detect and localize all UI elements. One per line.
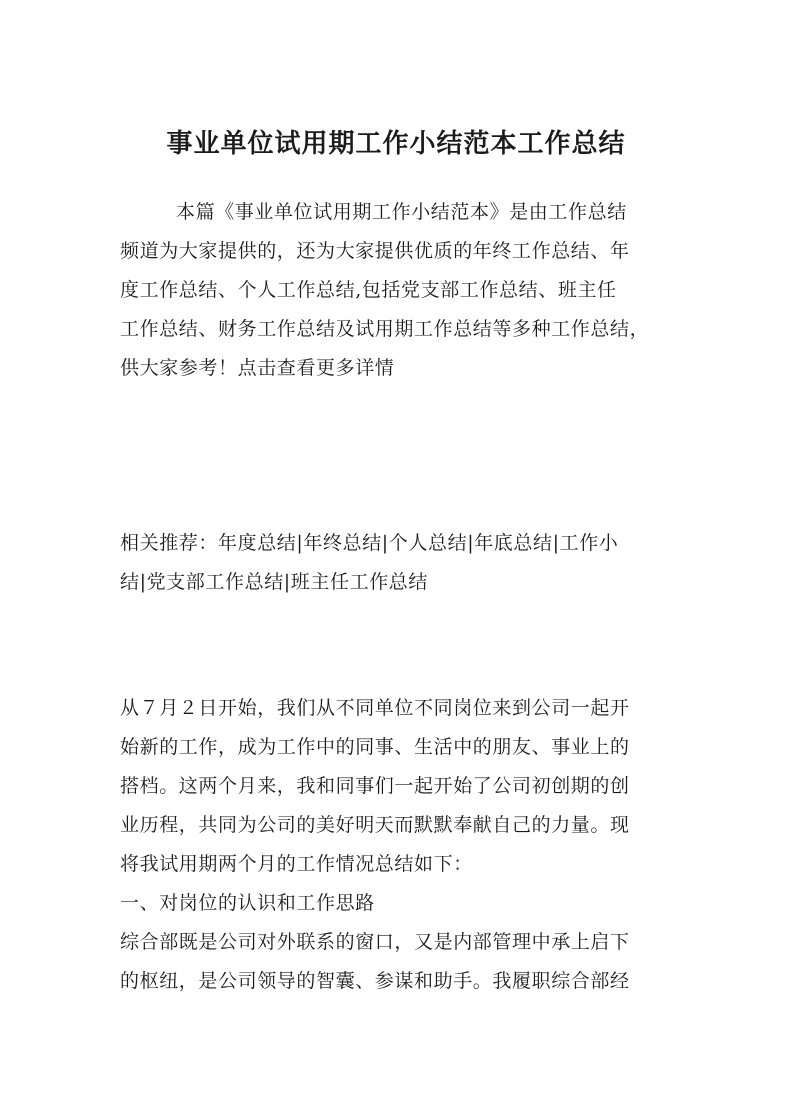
body-line: 从７月２日开始，我们从不同单位不同岗位来到公司一起开 xyxy=(120,697,630,719)
body-line: 的枢纽，是公司领导的智囊、参谋和助手。我履职综合部经 xyxy=(120,970,630,992)
document-title: 事业单位试用期工作小结范本工作总结 xyxy=(166,129,626,159)
intro-line: 频道为大家提供的，还为大家提供优质的年终工作总结、年 xyxy=(120,240,630,262)
body-line: 将我试用期两个月的工作情况总结如下： xyxy=(120,853,473,875)
body-text xyxy=(120,689,676,1001)
body-line: 综合部既是公司对外联系的窗口，又是内部管理中承上启下 xyxy=(120,931,630,953)
related-recommendations xyxy=(120,524,676,602)
body-line: 业历程，共同为公司的美好明天而默默奉献自己的力量。现 xyxy=(120,814,630,836)
intro-line: 度工作总结、个人工作总结,包括党支部工作总结、班主任 xyxy=(120,279,617,301)
intro-line: 供大家参考！点击查看更多详情 xyxy=(120,357,395,379)
related-line: 相关推荐：年度总结|年终总结|个人总结|年底总结|工作小 xyxy=(120,532,619,554)
intro-line: 本篇《事业单位试用期工作小结范本》是由工作总结 xyxy=(176,201,627,223)
intro-paragraph xyxy=(120,193,676,388)
body-line: 始新的工作，成为工作中的同事、生活中的朋友、事业上的 xyxy=(120,736,630,758)
intro-line: 工作总结、财务工作总结及试用期工作总结等多种工作总结， xyxy=(120,318,650,340)
related-line: 结|党支部工作总结|班主任工作总结 xyxy=(120,571,429,593)
body-line: 搭档。这两个月来，我和同事们一起开始了公司初创期的创 xyxy=(120,775,630,797)
section-heading: 一、对岗位的认识和工作思路 xyxy=(120,892,375,914)
